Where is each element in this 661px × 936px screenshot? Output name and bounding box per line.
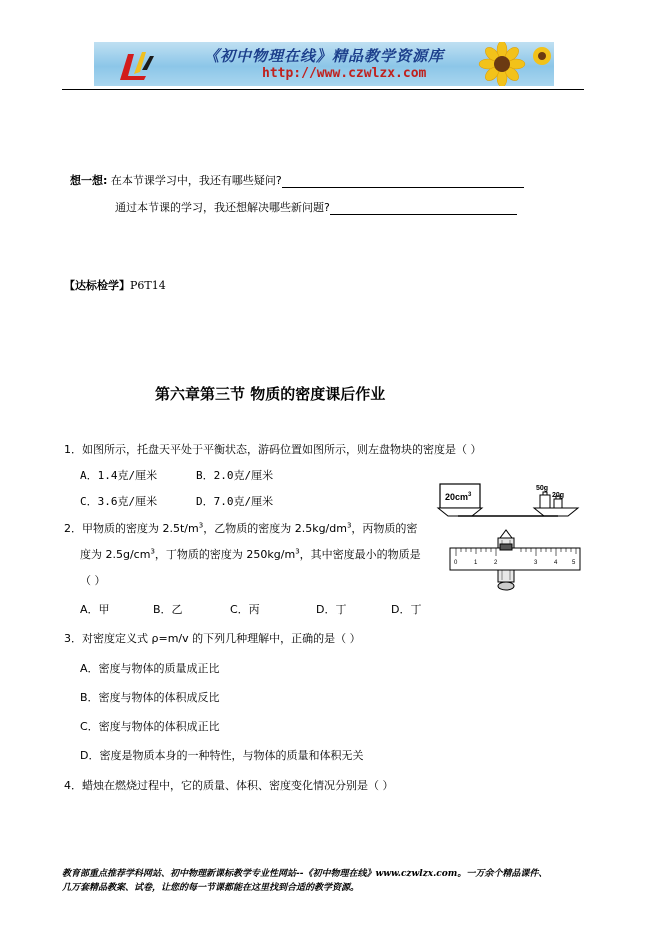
weight-20g-label: 20g (552, 492, 565, 499)
block-label: $20cm^3$ (445, 492, 472, 502)
think-question-1: 在本节课学习中，我还有哪些疑问? (110, 174, 282, 187)
tick-label-2: 2 (494, 560, 498, 566)
q3-option-d: D．密度是物质本身的一种特性，与物体的质量和体积无关 (80, 749, 364, 762)
q1-option-b: B．2.0克/厘米 (196, 469, 274, 482)
answer-blank-1[interactable] (282, 175, 524, 188)
q2-stem-c: ，丙物质的密 (351, 522, 418, 535)
q2-stem-b: ，乙物质的密度为 2.5kg/dm (203, 522, 347, 535)
check-label: 【达标检学】 (64, 279, 130, 292)
footer-line-2: 几万套精品教案、试卷，让您的每一节课都能在这里找到合适的教学资源。 (62, 883, 360, 893)
logo-icon (116, 46, 160, 84)
q3-option-b: B．密度与物体的体积成反比 (80, 691, 220, 704)
q2-sup-4: 3 (295, 547, 300, 556)
weight-50g (540, 495, 550, 508)
q2-line2-b: ，丁物质的密度为 250kg/m (154, 548, 296, 561)
check-ref: P6T14 (130, 279, 166, 292)
pointer (500, 530, 512, 538)
weight-50g-label: 50g (536, 485, 549, 492)
q2-option-b: B．乙 (153, 603, 183, 616)
q2-line2-a: 度为 2.5g/cm (80, 548, 151, 561)
think-line-1 (70, 172, 524, 188)
banner-title: 《初中物理在线》精品教学资源库 (204, 47, 445, 65)
q2-option-a: A．甲 (80, 603, 110, 616)
q1-option-a: A．1.4克/厘米 (80, 469, 158, 482)
q2-stem-line-1 (64, 520, 417, 536)
q2-sup-1: 3 (198, 521, 204, 530)
header-banner (94, 42, 554, 86)
q2-option-d-repeat: D．丁 (391, 603, 422, 616)
q2-stem-line-2 (80, 546, 421, 562)
q2-paren: （ ） (80, 574, 106, 587)
answer-blank-2[interactable] (330, 202, 517, 215)
banner-url: http://www.czwlzx.com (262, 66, 427, 81)
q2-option-d: D．丁 (316, 603, 347, 616)
scale-ruler (450, 548, 580, 570)
q4-stem: 4．蜡烛在燃烧过程中，它的质量、体积、密度变化情况分别是（ ） (64, 779, 394, 792)
q1-option-d: D．7.0克/厘米 (196, 495, 274, 508)
think-question-2: 通过本节课的学习，我还想解决哪些新问题? (115, 201, 330, 214)
header-rule (62, 89, 584, 90)
q3-option-c: C．密度与物体的体积成正比 (80, 720, 220, 733)
left-pan (438, 508, 482, 516)
rider (500, 544, 512, 550)
q2-sup-2: 3 (346, 521, 352, 530)
q2-option-c: C．丙 (230, 603, 260, 616)
section-title: 第六章第三节 物质的密度课后作业 (155, 385, 386, 403)
q1-option-c: C．3.6克/厘米 (80, 495, 158, 508)
check-line (64, 277, 166, 293)
think-line-2 (115, 199, 517, 215)
q2-stem-a: 2．甲物质的密度为 2.5t/m (64, 522, 199, 535)
tick-label-3: 3 (534, 560, 538, 566)
weight-20g (554, 499, 562, 508)
right-pan (534, 508, 578, 516)
tick-label-0: 0 (454, 560, 458, 566)
tick-label-1: 1 (474, 560, 478, 566)
tick-label-5: 5 (572, 560, 576, 566)
tick-label-4: 4 (554, 560, 558, 566)
q2-line2-c: ，其中密度最小的物质是 (299, 548, 421, 561)
q3-option-a: A．密度与物体的质量成正比 (80, 662, 220, 675)
q3-stem: 3．对密度定义式 ρ=m/v 的下列几种理解中，正确的是（ ） (64, 632, 361, 645)
q2-sup-3: 3 (150, 547, 155, 556)
base (498, 582, 514, 590)
footer-line-1: 教育部重点推荐学科网站、初中物理新课标教学专业性网站--《初中物理在线》www.czwlzx.com。一万余个精品课件、 (62, 869, 548, 879)
q1-stem: 1．如图所示，托盘天平处于平衡状态，游码位置如图所示，则左盘物块的密度是（ ） (64, 443, 482, 456)
balance-figure (436, 478, 586, 600)
think-label: 想一想: (70, 174, 108, 187)
sunflower-icon (472, 42, 554, 86)
